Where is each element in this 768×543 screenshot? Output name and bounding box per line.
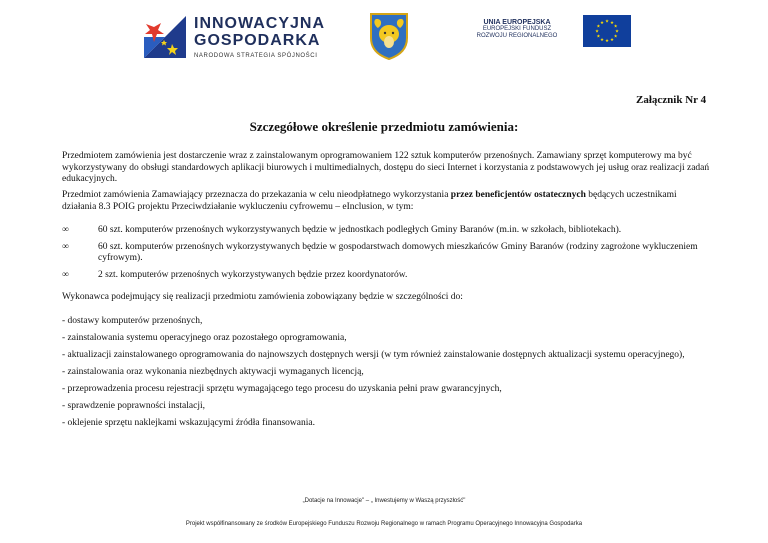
eu-fund-label xyxy=(462,19,572,40)
paragraph-purpose-text-a: Przedmiot zamówienia Zamawiający przeznacza do przekazania w celu nieodpłatnego wykorzystania xyxy=(62,190,451,200)
list-item xyxy=(62,242,710,265)
svg-text:★: ★ xyxy=(609,20,615,26)
svg-text:★: ★ xyxy=(614,29,620,35)
svg-text:★: ★ xyxy=(599,20,605,26)
svg-text:★: ★ xyxy=(609,37,615,43)
annex-label: Załącznik Nr 4 xyxy=(636,94,707,106)
list-item-text: 2 szt. komputerów przenośnych wykorzystywanych będzie przez koordynatorów. xyxy=(98,269,408,280)
svg-text:★: ★ xyxy=(594,29,600,35)
eu-label-line1: UNIA EUROPEJSKA xyxy=(483,19,551,26)
svg-text:★: ★ xyxy=(599,37,605,43)
paragraph-purpose-text-b: będących uczestnikami działania 8.3 POIG projektu Przeciwdziałanie wykluczeniu cyfrowemu – eInclusion, w tym: xyxy=(62,190,677,212)
list-item xyxy=(62,270,710,282)
infinity-bullet-icon: ∞ xyxy=(62,269,69,280)
logo-title-line1: INNOWACYJNA xyxy=(194,15,326,32)
eu-flag-icon xyxy=(583,15,631,47)
svg-text:★: ★ xyxy=(613,24,618,30)
paragraph-purpose xyxy=(62,190,710,213)
svg-text:★: ★ xyxy=(613,34,618,40)
list-item: - zainstalowania systemu operacyjnego oraz pozostałego oprogramowania, xyxy=(62,333,347,343)
list-item: - oklejenie sprzętu naklejkami wskazującymi źródła finansowania. xyxy=(62,418,315,428)
paragraph-purpose-bold: przez beneficjentów ostatecznych xyxy=(450,190,586,200)
footer-cofinance-note: Projekt współfinansowany ze środków Europejskiego Funduszu Rozwoju Regionalnego w ramach Programu Operacyjnego Innowacyjna Gospodarka xyxy=(185,521,583,527)
eu-label-line2: EUROPEJSKI FUNDUSZ xyxy=(482,26,552,32)
list-item: - aktualizacji zainstalowanego oprogramowania do najnowszych dostępnych wersji (w tym również zainstalowanie dostępnych aktualizacji systemu operacyjnego), xyxy=(62,350,685,360)
infinity-bullet-icon: ∞ xyxy=(62,225,69,235)
duties-list xyxy=(62,316,710,435)
list-item: - dostawy komputerów przenośnych, xyxy=(62,316,203,326)
logo-title-line2: GOSPODARKA xyxy=(194,32,321,49)
svg-text:★: ★ xyxy=(596,24,601,30)
star-cube-logo-icon xyxy=(142,14,188,60)
paragraph-subject: Przedmiotem zamówienia jest dostarczenie wraz z zainstalowanym oprogramowaniem 122 sztuk komputerów przenośnych. Zamawiany sprzęt komputerowy ma być wykorzystywany do obsługi standardowych aplikacji biurowych i multimedialnych, dostępu do sieci Internet i korzystania z podstawowych jej usług oraz realizacji zadań edukacyjnych. xyxy=(62,151,710,184)
paragraph-contractor: Wykonawca podejmujący się realizacji przedmiotu zamówienia zobowiązany będzie w szczególności do: xyxy=(62,292,463,302)
svg-text:★: ★ xyxy=(604,39,610,45)
list-item xyxy=(62,225,710,237)
infinity-bullet-icon: ∞ xyxy=(62,241,69,252)
logo-subtitle: NARODOWA STRATEGIA SPÓJNOŚCI xyxy=(194,53,318,59)
innowacyjna-gospodarka-logo xyxy=(142,14,332,62)
ram-coat-of-arms-icon xyxy=(368,12,410,60)
list-item-text: 60 szt. komputerów przenośnych wykorzystywanych będzie w jednostkach podległych Gminy Baranów (m.in. w szkołach, bibliotekach). xyxy=(98,225,622,235)
document-title: Szczegółowe określenie przedmiotu zamówienia: xyxy=(249,119,519,134)
list-item: - zainstalowania oraz wykonania niezbędnych aktywacji wymaganych licencją, xyxy=(62,367,364,377)
eu-label-line3: ROZWOJU REGIONALNEGO xyxy=(476,33,558,39)
svg-text:★: ★ xyxy=(596,34,601,40)
list-item-text: 60 szt. komputerów przenośnych wykorzystywanych będzie w gospodarstwach domowych mieszkańców Gminy Baranów (rodziny zagrożone wykluczeniem cyfrowym). xyxy=(98,241,698,263)
footer-slogan: „Dotacje na Innowacje" – „ Inwestujemy w Waszą przyszłość" xyxy=(302,498,466,504)
list-item: - sprawdzenie poprawności instalacji, xyxy=(62,401,205,411)
list-item: - przeprowadzenia procesu rejestracji sprzętu wymagającego tego procesu do uzyskania pełni praw gwarancyjnych, xyxy=(62,384,502,394)
allocation-list xyxy=(62,225,710,286)
svg-text:★: ★ xyxy=(604,19,610,25)
